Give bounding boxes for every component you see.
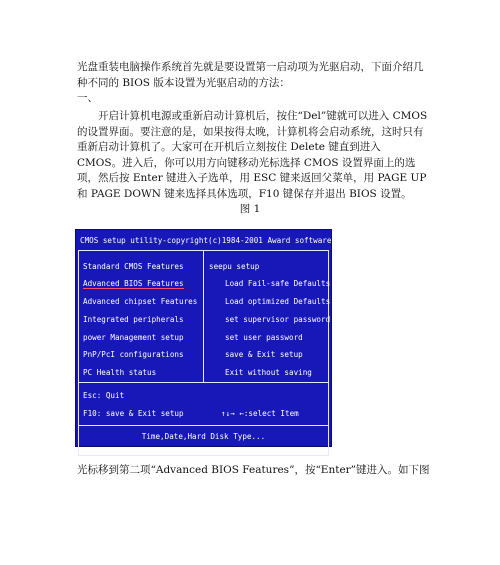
bios-menu-seepu-setup[interactable]: seepu setup	[209, 262, 260, 271]
bios-hint-esc: Esc: Quit	[83, 391, 125, 400]
bios-menu-user-password[interactable]: set user password	[225, 333, 303, 342]
bios-menu-advanced-chipset[interactable]: Advanced chipset Features	[83, 297, 198, 306]
instructions-paragraph: 开启计算机电源或重新启动计算机后，按住“Del”键就可以进入 CMOS 的设置界面。要注意的是，如果按得太晚，计算机将会启动系统，这时只有重新启动计算机了。大家可在开机后立刻按住 Delete 键直到进入 CMOS。进入后，你可以用方向键移动光标选择 CMOS 设置界面上的选项，然后按 Enter 键进入子选单，用 ESC 键来返回父菜单，用 PAGE UP 和 PAGE DOWN 键来选择具体选项，F10 键保存并退出 BIOS 设置。	[77, 110, 428, 200]
bios-menu-exit-without-saving[interactable]: Exit without saving	[225, 368, 312, 377]
bios-setup-screenshot	[75, 229, 332, 447]
bios-menu-advanced-bios[interactable]: Advanced BIOS Features	[83, 279, 184, 288]
bios-status-line: Time,Date,Hard Disk Type...	[141, 432, 266, 441]
section-number: 一、	[77, 92, 98, 104]
after-figure-text: 光标移到第二项“Advanced BIOS Features”，按“Enter”键进入。如下图	[77, 464, 430, 476]
bios-menu-pnp-pci[interactable]: PnP/PcI configurations	[83, 350, 184, 359]
bios-divider-menu	[78, 382, 329, 383]
bios-menu-standard-cmos[interactable]: Standard CMOS Features	[83, 262, 184, 271]
bios-menu-pc-health[interactable]: PC Health status	[83, 368, 157, 377]
bios-menu-load-optimized[interactable]: Load optimized Defaults	[225, 297, 331, 306]
bios-title: CMOS setup utility-copyright(c)1984-2001 Award software	[80, 236, 332, 245]
bios-menu-power-management[interactable]: power Management setup	[83, 333, 184, 342]
bios-divider-hints	[78, 425, 329, 426]
bios-hint-select: ↑↓→ ←:select Item	[221, 409, 299, 418]
bios-column-divider	[203, 250, 204, 382]
bios-menu-save-exit[interactable]: save & Exit setup	[225, 350, 303, 359]
figure-caption: 图 1	[239, 203, 261, 215]
bios-hint-f10: F10: save & Exit setup	[83, 409, 184, 418]
bios-menu-integrated-peripherals[interactable]: Integrated peripherals	[83, 315, 184, 324]
bios-menu-supervisor-password[interactable]: set supervisor password	[225, 315, 331, 324]
intro-paragraph: 光盘重装电脑操作系统首先就是要设置第一启动项为光驱启动，下面介绍几种不同的 BIOS 版本设置为光驱启动的方法：	[77, 61, 424, 89]
bios-menu-load-fail-safe[interactable]: Load Fail-safe Defaults	[225, 279, 331, 288]
